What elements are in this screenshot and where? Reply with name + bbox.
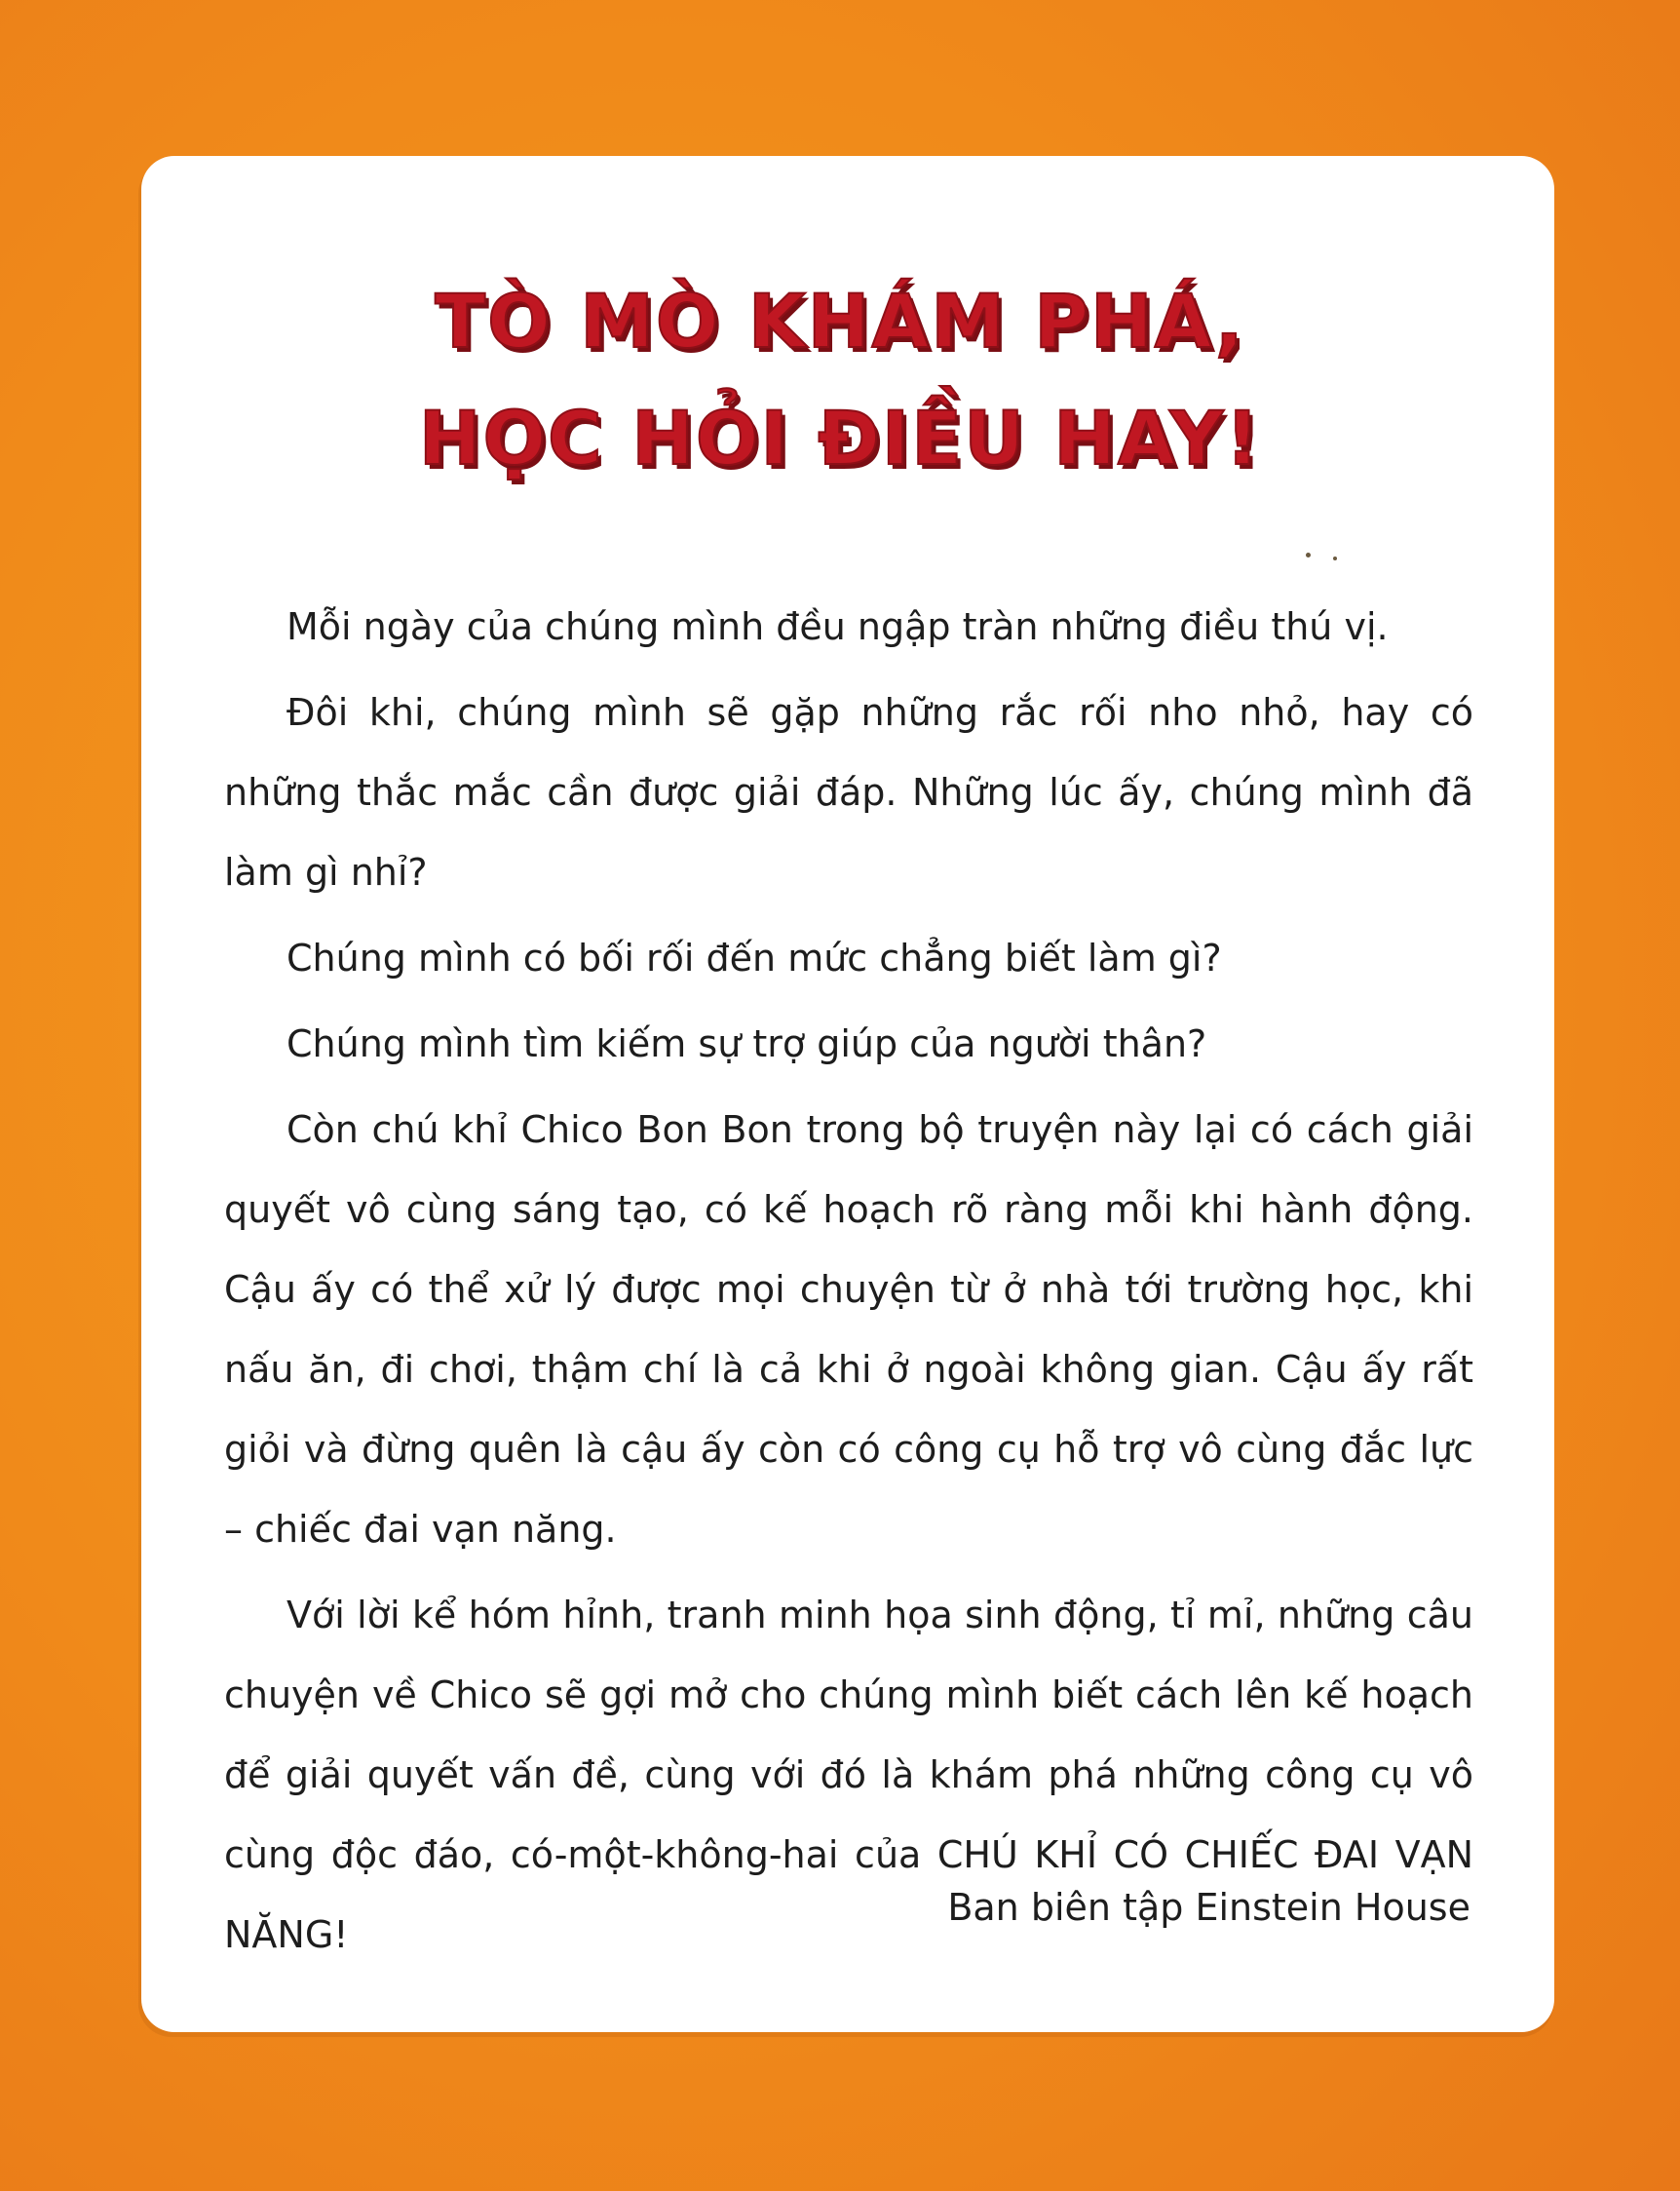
paragraph: Còn chú khỉ Chico Bon Bon trong bộ truyện này lại có cách giải quyết vô cùng sáng tạo, có kế hoạch rõ ràng mỗi khi hành động. Cậu ấy có thể xử lý được mọi chuyện từ ở nhà tới trường học, khi nấu ăn, đi chơi, thậm chí là cả khi ở ngoài không gian. Cậu ấy rất giỏi và đừng quên là cậu ấy còn có công cụ hỗ trợ vô cùng đắc lực – chiếc đai vạn năng. (224, 1108, 1473, 1551)
page-title (0, 263, 1680, 497)
title-line-1: TÒ MÒ KHÁM PHÁ, (435, 278, 1245, 365)
paragraph: Chúng mình tìm kiếm sự trợ giúp của người thân? (286, 1022, 1207, 1065)
paragraph: Mỗi ngày của chúng mình đều ngập tràn những điều thú vị. (286, 605, 1389, 648)
paragraph: Đôi khi, chúng mình sẽ gặp những rắc rối nho nhỏ, hay có những thắc mắc cần được giải đáp. Những lúc ấy, chúng mình đã làm gì nhỉ? (224, 691, 1473, 894)
paragraph: Chúng mình có bối rối đến mức chẳng biết làm gì? (286, 937, 1222, 980)
print-speck (1306, 553, 1311, 557)
body-text (224, 587, 1473, 1980)
paragraph: Với lời kể hóm hỉnh, tranh minh họa sinh động, tỉ mỉ, những câu chuyện về Chico sẽ gợi mở cho chúng mình biết cách lên kế hoạch để giải quyết vấn đề, cùng với đó là khám phá những công cụ vô cùng độc đáo, có-một-không-hai của CHÚ KHỈ CÓ CHIẾC ĐAI VẠN NĂNG! (224, 1594, 1473, 1956)
title-line-2: HỌC HỎI ĐIỀU HAY! (418, 395, 1262, 481)
print-speck (1333, 557, 1337, 560)
signature: Ban biên tập Einstein House (947, 1886, 1470, 1929)
